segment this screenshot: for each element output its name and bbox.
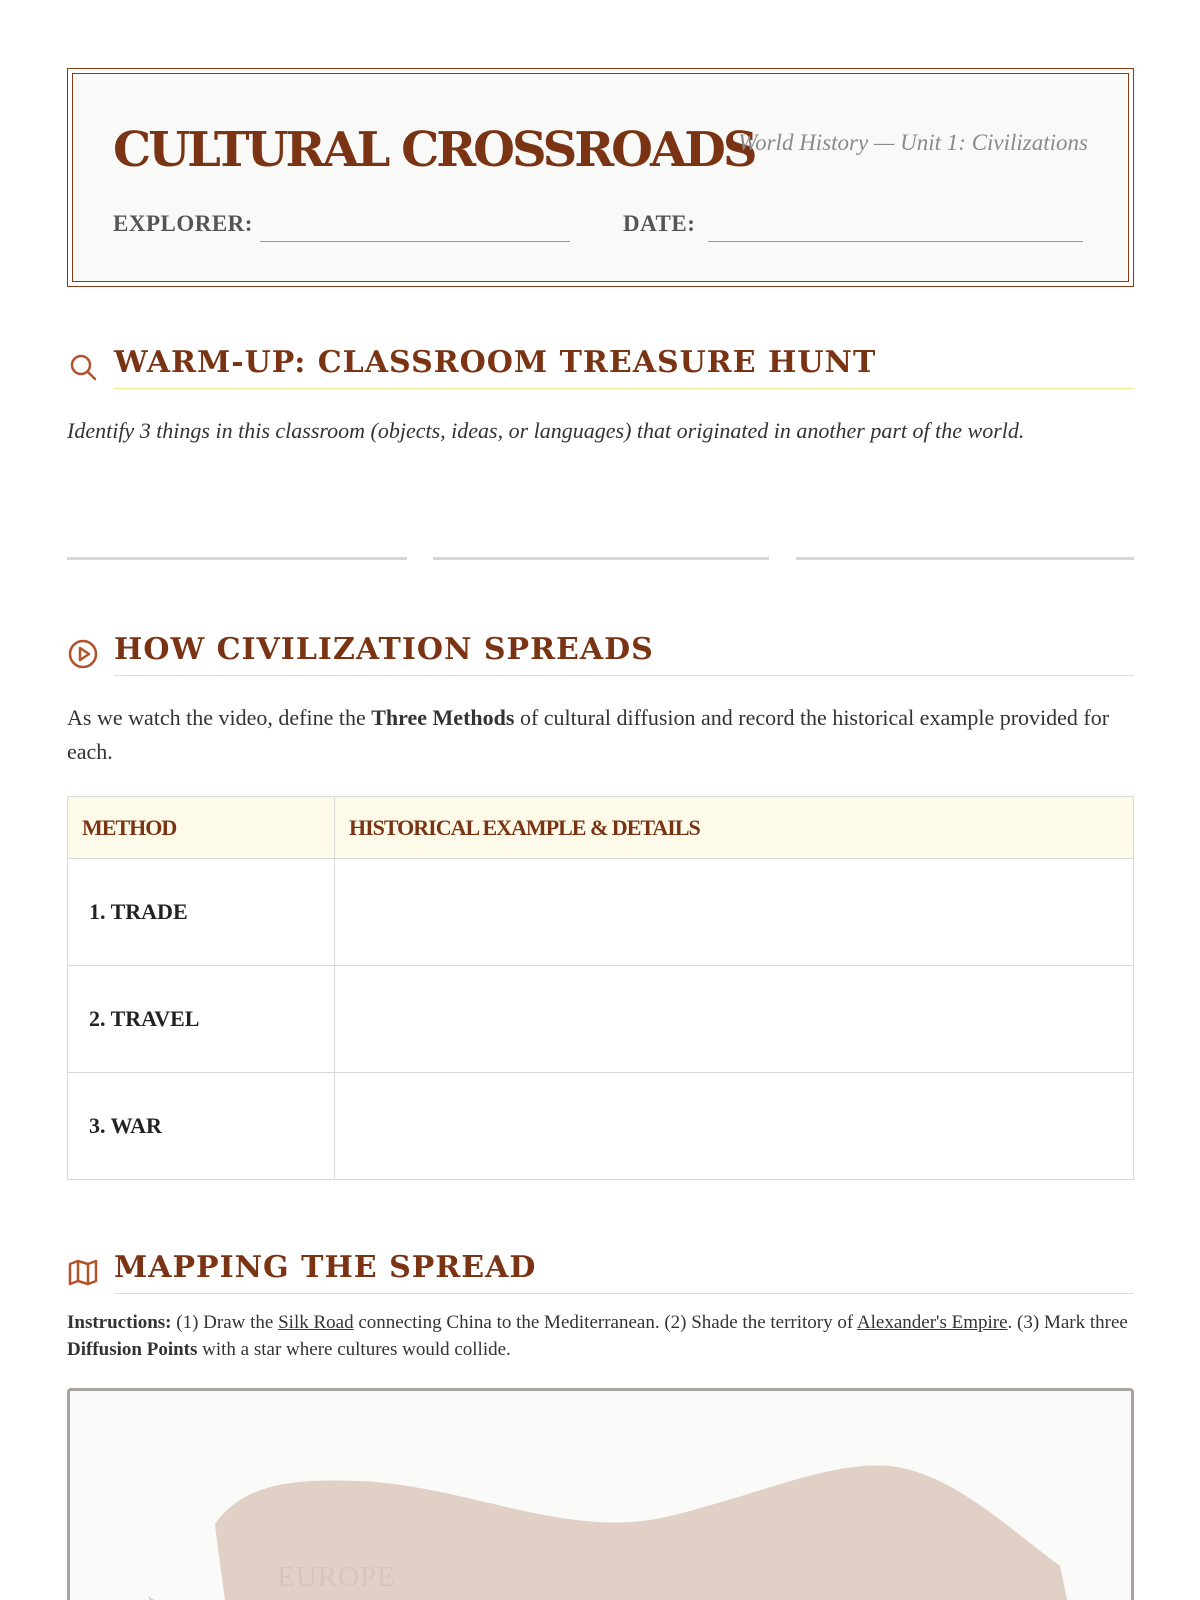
methods-table [67,796,1134,1180]
date-field[interactable] [708,241,1083,242]
answer-field-1[interactable] [67,557,407,560]
header-inner [72,73,1129,282]
spread-title: HOW CIVILIZATION SPREADS [114,632,654,667]
intro-text: of cultural diffusion and record the historical example provided for each. [67,705,1110,764]
alexanders-empire-link: Alexander's Empire [856,1312,1008,1333]
column-header-method: METHOD [68,797,335,859]
silk-road-link: Silk Road [278,1312,354,1333]
spread-section-header [67,632,1134,676]
diffusion-points-bold: Diffusion Points [67,1339,198,1360]
instructions-text: with a star where cultures would collide. [197,1339,511,1360]
explorer-label: EXPLORER: [113,211,253,236]
warmup-section-header [67,345,1134,389]
map-canvas[interactable] [67,1388,1134,1600]
example-cell[interactable] [335,1073,1134,1180]
answer-field-3[interactable] [796,557,1134,560]
mapping-section-header [67,1250,1134,1294]
header-box [67,68,1134,287]
page-title: CULTURAL CROSSROADS [113,122,755,178]
section-divider [114,675,1134,676]
mapping-instructions [67,1309,1134,1363]
example-cell[interactable] [335,859,1134,966]
instructions-text: (1) Draw the [171,1312,279,1333]
date-label: DATE: [623,211,696,236]
instructions-text: . (3) Mark three [1007,1312,1128,1333]
section-divider [114,388,1134,389]
map-label-europe: EUROPE [277,1561,396,1593]
warmup-title: WARM-UP: CLASSROOM TREASURE HUNT [114,345,877,380]
answer-field-2[interactable] [433,557,769,560]
map-icon [67,1256,99,1288]
table-row [68,859,1134,966]
play-circle-icon [67,638,99,670]
spread-intro [67,701,1134,769]
table-header-row [68,797,1134,859]
section-divider [114,1293,1134,1294]
instructions-label: Instructions: [67,1312,172,1333]
intro-bold: Three Methods [371,705,515,730]
search-icon [67,351,99,383]
method-cell: 2. TRAVEL [68,966,335,1073]
table-row [68,966,1134,1073]
column-header-example: HISTORICAL EXAMPLE & DETAILS [335,797,1134,859]
method-cell: 3. WAR [68,1073,335,1180]
table-row [68,1073,1134,1180]
example-cell[interactable] [335,966,1134,1073]
page-subtitle: World History — Unit 1: Civilizations [738,130,1088,155]
method-cell: 1. TRADE [68,859,335,966]
instructions-text: connecting China to the Mediterranean. (2) Shade the territory of [353,1312,857,1333]
intro-text: As we watch the video, define the [67,705,372,730]
mapping-title: MAPPING THE SPREAD [114,1250,537,1285]
map-landmass [70,1391,1131,1600]
explorer-field[interactable] [260,241,570,242]
warmup-prompt: Identify 3 things in this classroom (objects, ideas, or languages) that originated in another part of the world. [67,418,1025,443]
